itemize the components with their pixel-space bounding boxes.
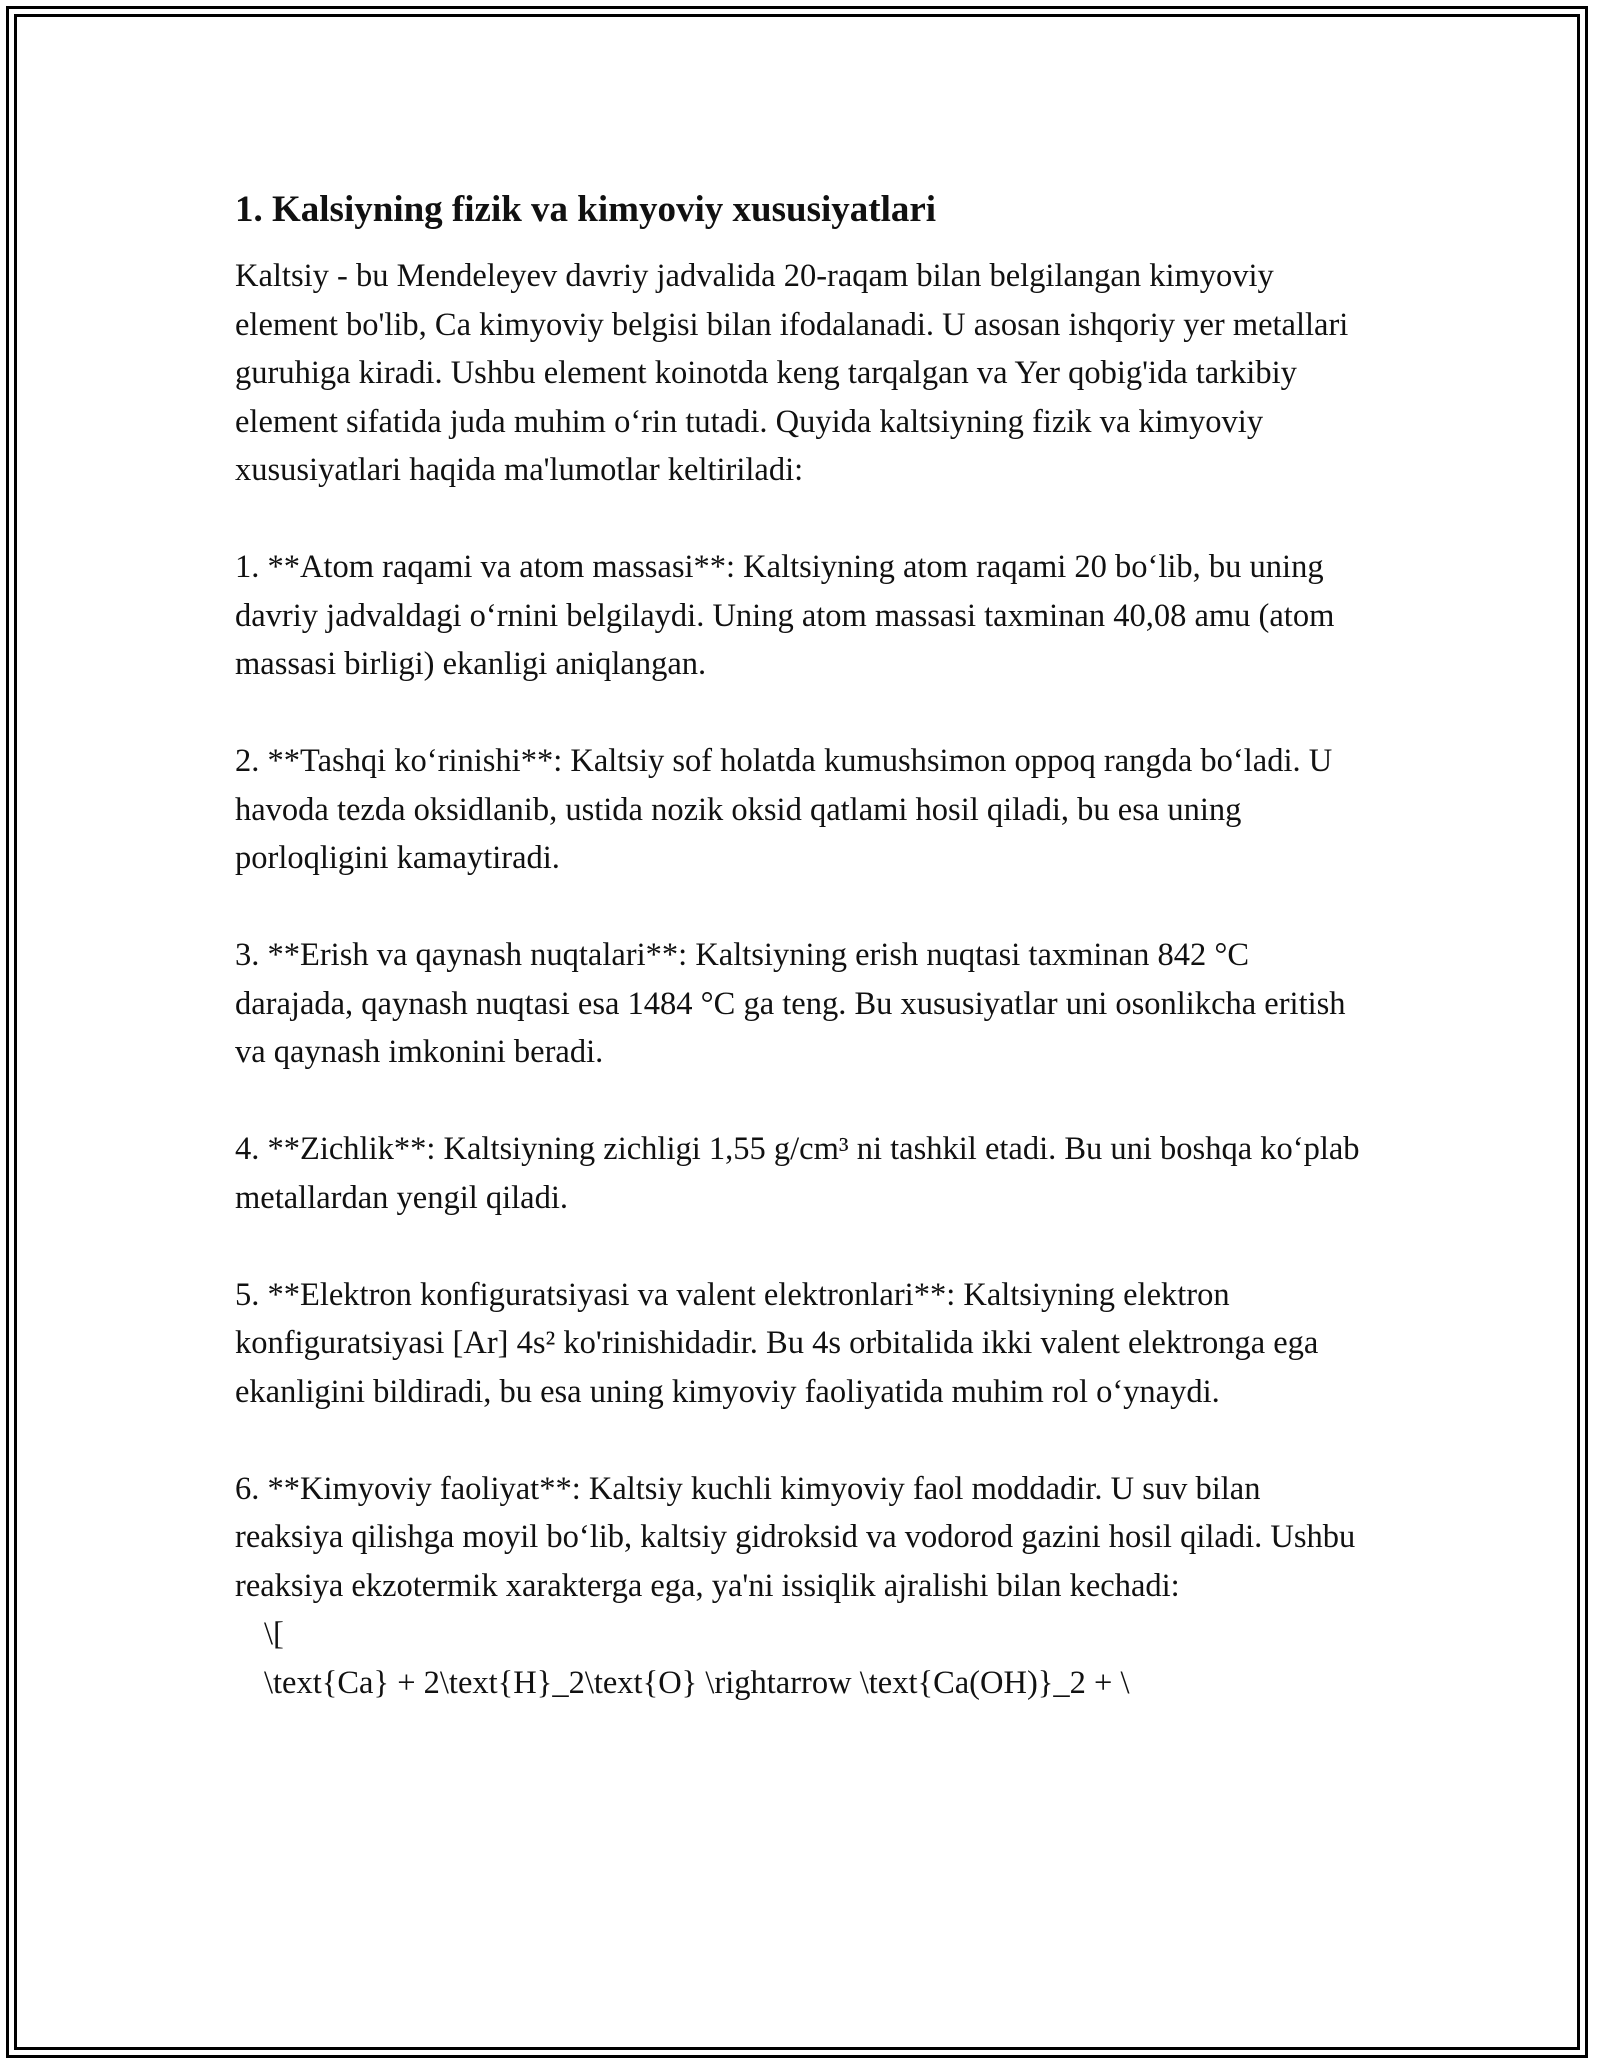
formula-line-equation: \text{Ca} + 2\text{H}_2\text{O} \rightarrow \text{Ca(OH)}_2 + \ xyxy=(264,1664,1130,1701)
item-melting-boiling: 3. **Erish va qaynash nuqtalari**: Kaltsiyning erish nuqtasi taxminan 842 °C darajada, qaynash nuqtasi esa 1484 °C ga teng. Bu xususiyatlar uni osonlikcha eritish va qaynash imkonini beradi. xyxy=(235,937,1346,1070)
item-appearance: 2. **Tashqi ko‘rinishi**: Kaltsiy sof holatda kumushsimon oppoq rangda bo‘ladi. U havoda tezda oksidlanib, ustida nozik oksid qatlami hosil qiladi, bu esa uning porloqligini kamaytiradi. xyxy=(235,743,1333,876)
item-electron-config: 5. **Elektron konfiguratsiyasi va valent elektronlari**: Kaltsiyning elektron konfiguratsiyasi [Ar] 4s² ko'rinishidadir. Bu 4s orbitalida ikki valent elektronga ega ekanligini bildiradi, bu esa uning kimyoviy faoliyatida muhim rol o‘ynaydi. xyxy=(235,1276,1319,1410)
reaction-formula xyxy=(235,1610,1375,1707)
section-heading: 1. Kalsiyning fizik va kimyoviy xususiyatlari xyxy=(235,189,937,230)
item-atom-number: 1. **Atom raqami va atom massasi**: Kaltsiyning atom raqami 20 bo‘lib, bu uning davriy jadvaldagi o‘rnini belgilaydi. Uning atom massasi taxminan 40,08 amu (atom massasi birligi) ekanligi aniqlangan. xyxy=(235,549,1335,682)
document-body xyxy=(235,186,1375,1707)
formula-line-open: \[ xyxy=(264,1616,284,1652)
intro-paragraph: Kaltsiy - bu Mendeleyev davriy jadvalida 20-raqam bilan belgilangan kimyoviy element bo'lib, Ca kimyoviy belgisi bilan ifodalanadi. U asosan ishqoriy yer metallari guruhiga kiradi. Ushbu element koinotda keng tarqalgan va Yer qobig'ida tarkibiy element sifatida juda muhim o‘rin tutadi. Quyida kaltsiyning fizik va kimyoviy xususiyatlari haqida ma'lumotlar keltiriladi: xyxy=(235,258,1349,488)
item-chemical-activity: 6. **Kimyoviy faoliyat**: Kaltsiy kuchli kimyoviy faol moddadir. U suv bilan reaksiya qilishga moyil bo‘lib, kaltsiy gidroksid va vodorod gazini hosil qiladi. Ushbu reaksiya ekzotermik xarakterga ega, ya'ni issiqlik ajralishi bilan kechadi: xyxy=(235,1470,1356,1604)
item-density: 4. **Zichlik**: Kaltsiyning zichligi 1,55 g/cm³ ni tashkil etadi. Bu uni boshqa ko‘plab metallardan yengil qiladi. xyxy=(235,1131,1360,1216)
